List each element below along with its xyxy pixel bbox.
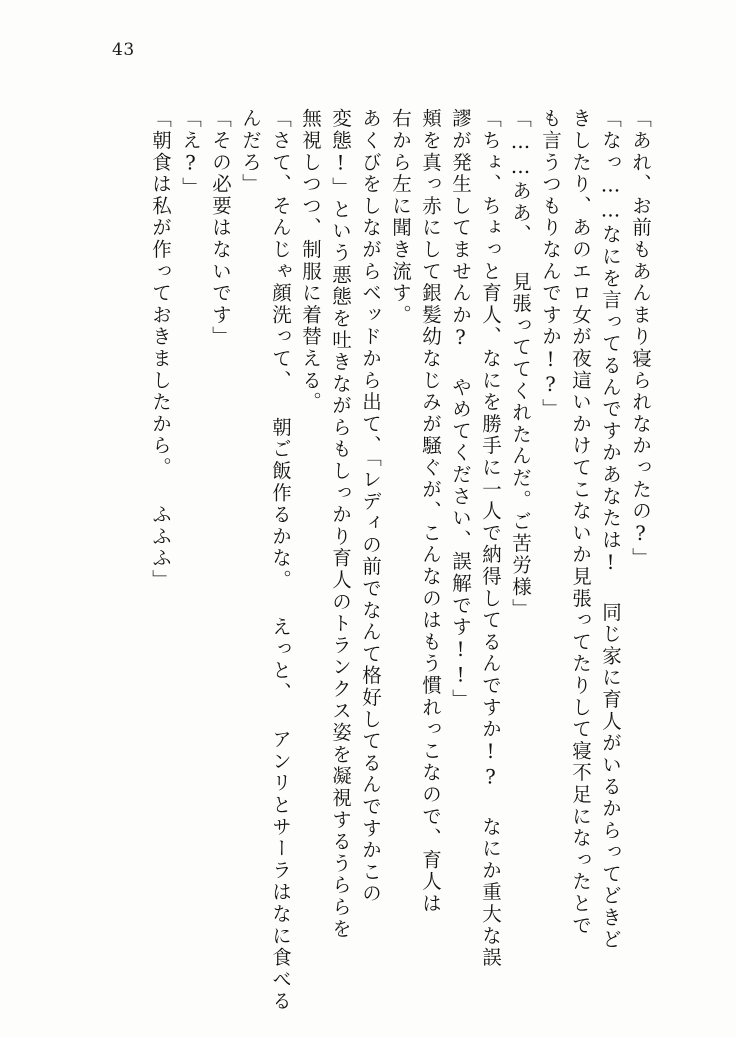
text-line: 右から左に聞き流す。 — [389, 108, 412, 326]
page-number: 43 — [112, 40, 135, 60]
text-line: 「さて、そんじゃ顔洗って、 朝ご飯作るかな。 えっと、 アンリとサーラはなに食べる — [269, 108, 292, 1013]
text-line: 「あれ、お前もあんまり寝られなかったの?」 — [629, 108, 652, 570]
text-line: 「ちょ、ちょっと育人、なにを勝手に一人で納得してるんですか!? なにか重大な誤 — [479, 108, 502, 969]
text-line: 「その必要はないです」 — [209, 108, 232, 348]
text-line: きしたり、あのエロ女が夜這いかけてこないか見張ってたりして寝不足になったとで — [569, 108, 592, 937]
text-line: 「……ああ、 見張っててくれたんだ。ご苦労様」 — [509, 108, 532, 620]
text-line: んだろ」 — [239, 108, 262, 196]
text-line: 無視しつつ、制服に着替える。 — [299, 108, 322, 414]
text-line: 「なっ……なにを言ってるんですかあなたは! 同じ家に育人がいるからってどきど — [599, 108, 622, 951]
text-line: あくびをしながらベッドから出て、「レディの前でなんて格好してるんですかこの — [359, 108, 382, 905]
text-line: 「朝食は私が作っておきましたから。 ふふふ」 — [149, 108, 172, 592]
text-line: 「え?」 — [179, 108, 202, 199]
text-line: も言うつもりなんですか!?」 — [539, 108, 562, 421]
text-line: 頬を真っ赤にして銀髪幼なじみが騒ぐが、こんなのはもう慣れっこなので、育人は — [419, 108, 442, 915]
vertical-text-body — [72, 108, 652, 1013]
text-line: 謬が発生してませんか? やめてください、誤解です!!」 — [449, 108, 472, 711]
text-line: 変態!」という悪態を吐きながらもしっかり育人のトランクス姿を凝視するうららを — [329, 108, 352, 940]
